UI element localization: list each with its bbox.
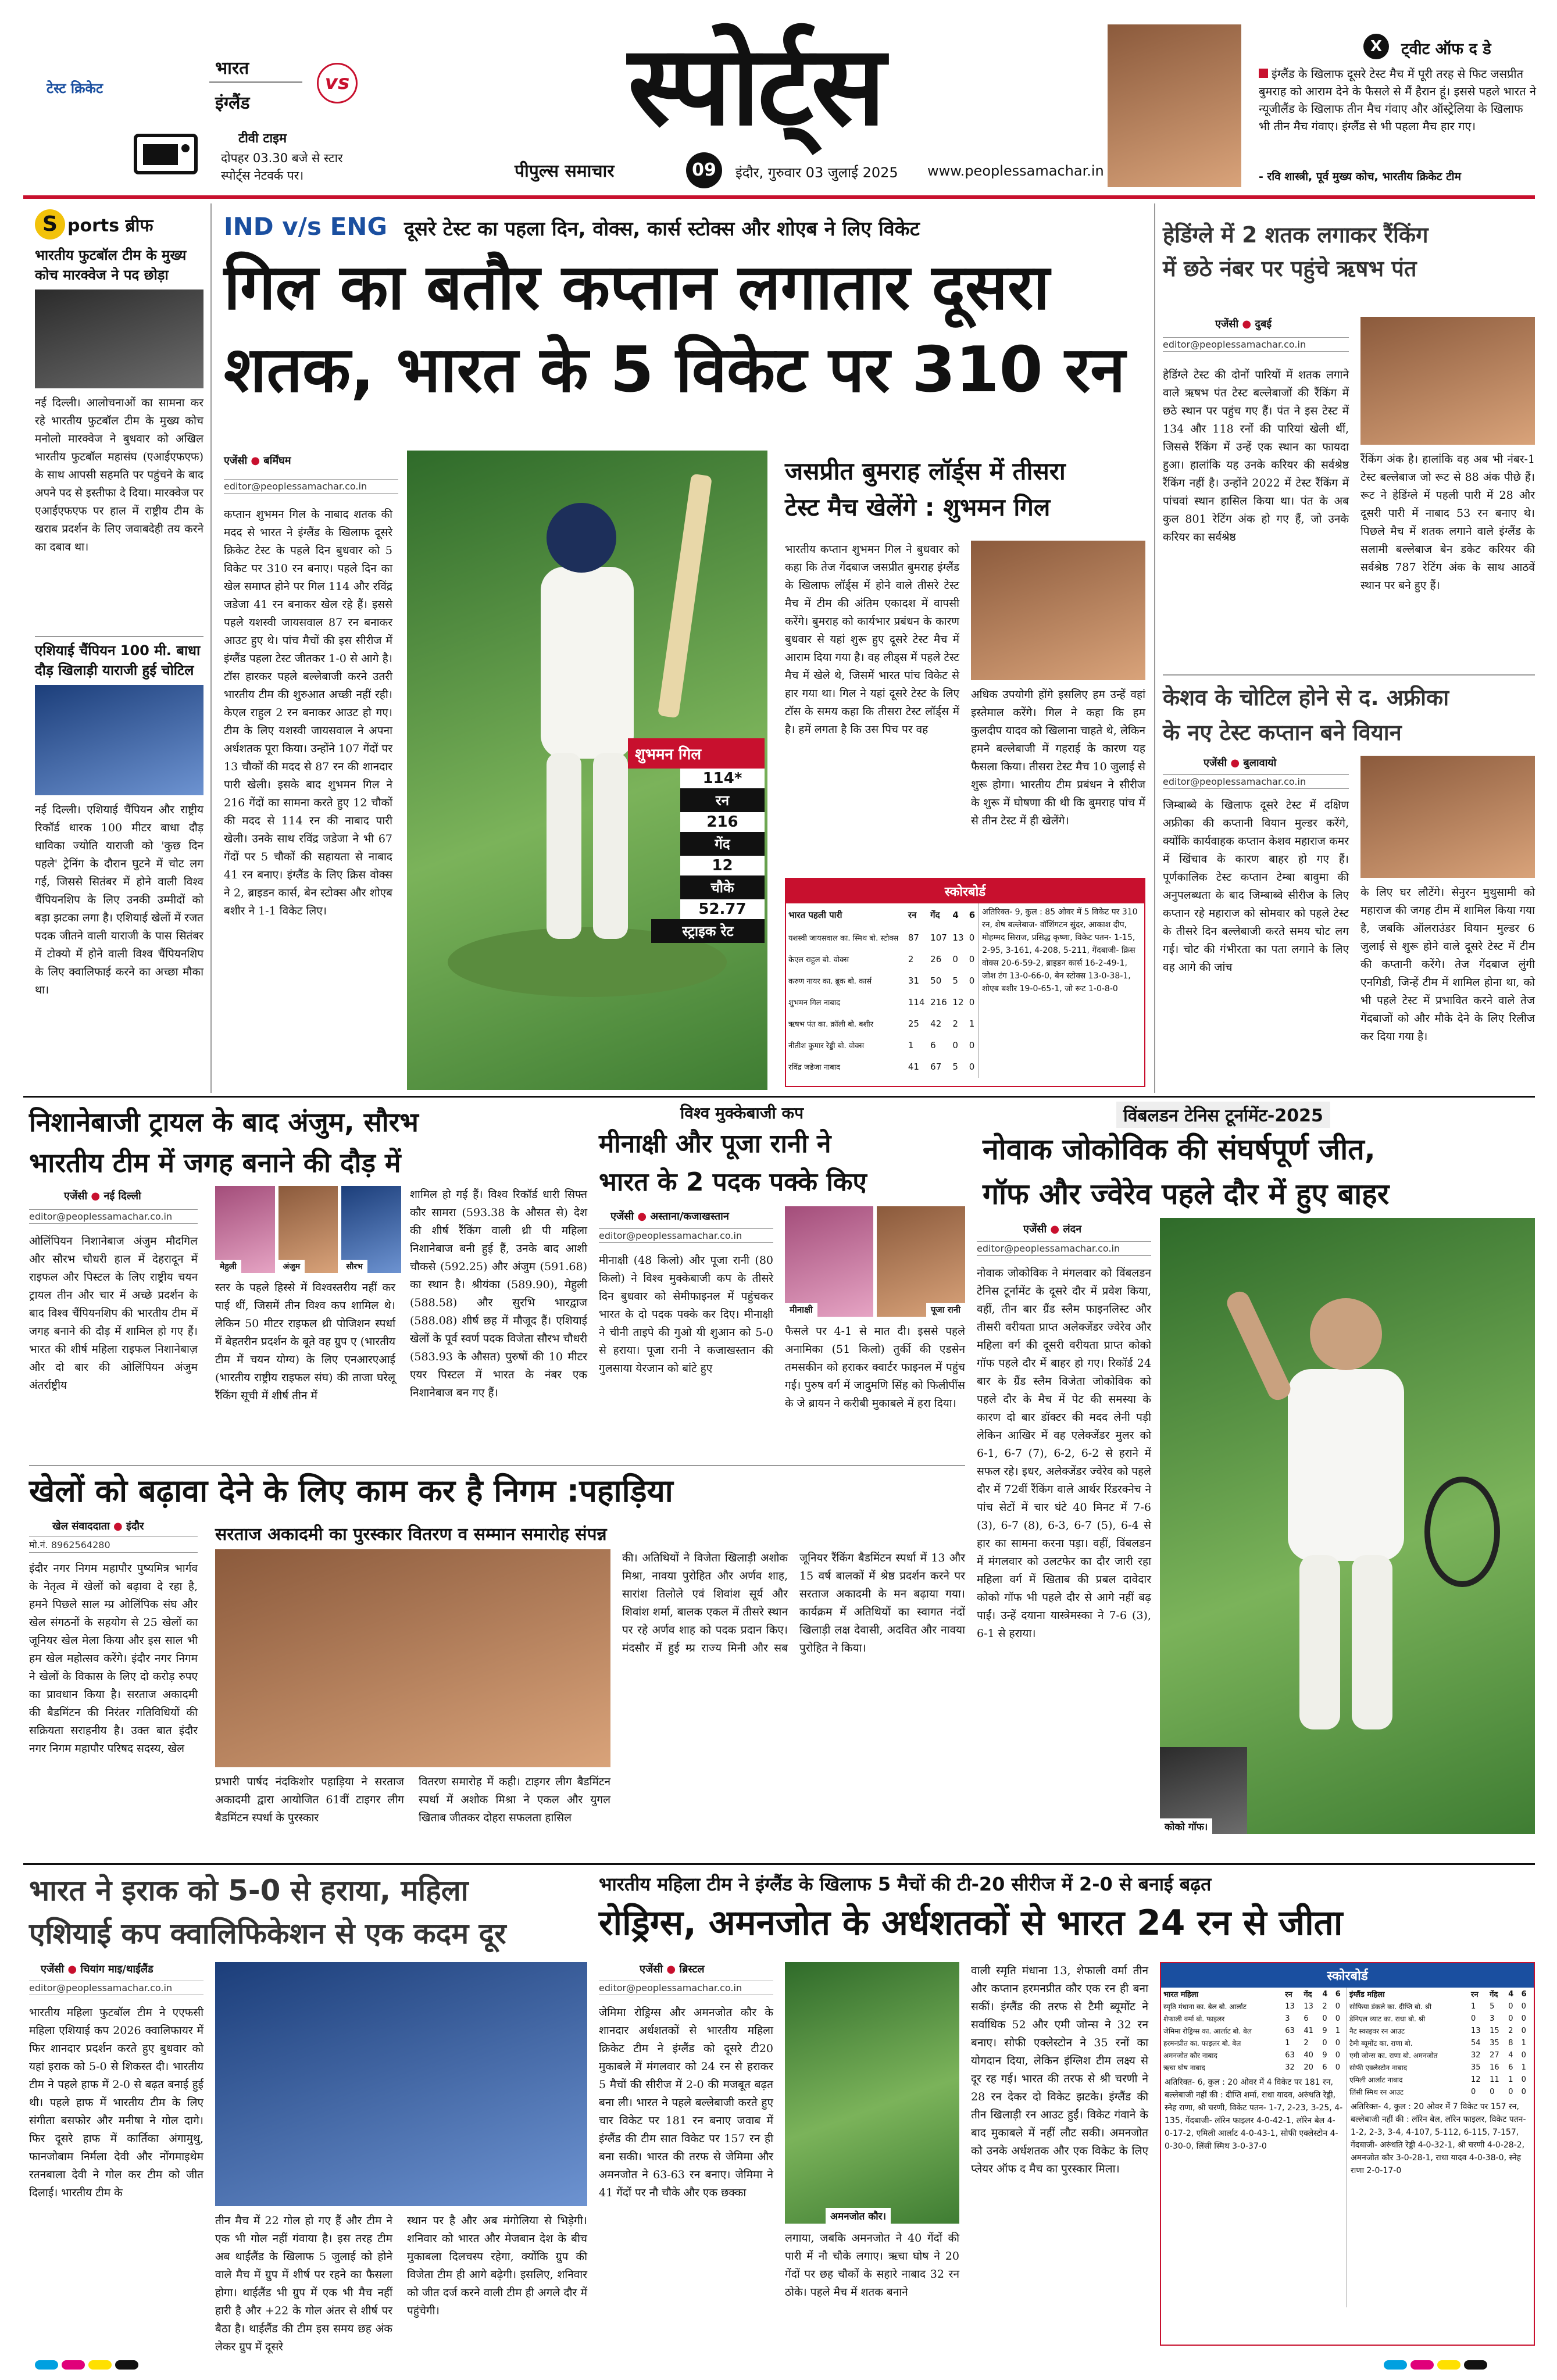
amanjot-photo [785,1962,959,2224]
table-row [1161,2000,1346,2013]
ravi-shastri-photo [1108,24,1241,187]
sc1-r4c3: 2 [952,1019,958,1030]
pant-text-2: रैंकिंग अंक है। हालांकि वह अब भी नंबर-1 टेस्ट बल्लेबाज जो रूट से 88 अंक पीछे हैं। रूट ने हेडिंग्ले में पहली पारी में 28 और दूसरी पारी में नाबाद 53 रन बनाए थे। पिछले मैच में शतक लगाने वाले इंग्लैंड के सलामी बल्लेबाज बेन डकेट करियर की सर्वश्रेष्ठ 787 रेटिंग अंक के साथ आठवें स्थान पर बने हुए हैं। [1360,453,1535,592]
table-row [786,949,978,970]
shooting-text-3: शामिल हो गई हैं। विश्व रिकॉर्ड धारी सिफ्त कौर सामरा (593.38 के औसत से) देश की शीर्ष रैंकिंग वाली थ्री पी महिला निशानेबाज बनी हुई हैं, उनके बाद आशी चौकसे (592.25) और अंजुम (591.68) का स्थान है। श्रीयंका (589.90), मेहुली (588.58) और सुरभि भारद्वाज (588.08) शीर्ष छह में मौजूद हैं। एशियाई खेलों के पूर्व स्वर्ण पदक विजेता सौरभ चौधरी (583.93 के औसत) पुरुषों की 10 मीटर एयर पिस्टल में भारत के नंबर एक निशानेबाज बन गए हैं। [410,1188,587,1399]
sc1-r5c4: 0 [969,1040,975,1051]
football-photo [215,1962,587,2206]
stat-runs-value: 114* [680,769,765,788]
stat-balls-label: गेंद [680,832,765,856]
table-row [786,1035,978,1056]
boxing-headline-1: मीनाक्षी और पूजा रानी ने [599,1129,831,1159]
djokovic-kicker: विंबलडन टेनिस टूर्नामेंट-2025 [1116,1102,1330,1128]
sc2r-r1c3: 0 [1508,2014,1513,2023]
scorecard2-title: स्कोरबोर्ड [1161,1963,1534,1988]
sc1-r0c1: 87 [908,932,919,943]
wc-email: editor@peoplessamachar.co.in [599,1981,773,1995]
sc2l-r1c1: 3 [1285,2014,1290,2023]
sc2l-r4c4: 0 [1335,2051,1340,2060]
football-agency: एजेंसी [41,1963,65,1975]
gill-text: कप्तान शुभमन गिल के नाबाद शतक की मदद से भारत ने इंग्लैंड के खिलाफ दूसरे क्रिकेट टेस्ट के पहले दिन बुधवार को 5 विकेट पर 310 रन बनाए। पहले दिन का खेल समाप्त होने पर गिल 114 और रविंद्र जडेजा 41 रन बनाकर खेल रहे हैं। इससे पहले यशस्वी जायसवाल 87 रन बनाकर आउट हुए थे। पांच मैचों की इस सीरीज में इंग्लैंड पहला टेस्ट जीतकर 1-0 से आगे है। टॉस हारकर पहले बल्लेबाजी करने उतरी भारतीय टीम की शुरुआत अच्छी नहीं रही। केएल राहुल 2 रन बनाकर आउट हो गए। टीम के लिए यशस्वी जायसवाल ने अपना अर्धशतक पूरा किया। उन्होंने 107 गेंदों पर 13 चौकों की मदद से 87 रन की शानदार पारी खेली। इसके बाद शुभमन गिल ने 216 गेंदों का सामना करते हुए 12 चौकों की मदद से 114 रन की नाबाद पारी खेली। उनके साथ रविंद्र जडेजा ने भी 67 गेंदों पर 5 चौकों की सहायता से नाबाद 41 रन बनाए। इंग्लैंड के लिए क्रिस वोक्स ने 2, ब्राइडन कार्स, बेन स्टोक्स और शोएब बशीर ने 1-1 विकेट लिए। [224,508,392,917]
shooting-text-2: स्तर के पहले हिस्से में विश्वस्तरीय नहीं कर पाई थीं, जिसमें तीन विश्व कप शामिल थे। लेकिन 50 मीटर राइफल थ्री पोजिशन स्पर्धा में बेहतरीन प्रदर्शन के बूते वह ग्रुप ए (भारतीय टीम में चयन योग्य) के लिए एनआरएआई (भारतीय राष्ट्रीय राइफल संघ) की ताजा घरेलू रैंकिंग सूची में शीर्ष तीन में [215,1281,395,1402]
sc2l-r4c0: अमनजोत कौर नाबाद [1163,2052,1217,2060]
sc1-r5c0: नीतीश कुमार रेड्डी बो. वोक्स [788,1042,865,1051]
sc1-r0c0: यशस्वी जायसवाल का. स्मिथ बो. स्टोक्स [788,934,899,943]
sc2l-r3c1: 1 [1285,2039,1290,2047]
pant-photo [1360,317,1535,445]
keshav-place: बुलावायो [1243,757,1277,769]
djokovic-place: लंदन [1063,1223,1082,1235]
sc2r-h4: 6 [1521,1989,1527,1999]
x-icon: X [1363,34,1389,59]
amanjot-caption: अमनजोत कौर। [826,2208,891,2224]
printer-color-bar-left [35,2360,142,2372]
sc1-r1c0: केएल राहुल बो. वोक्स [788,956,849,965]
mulder-photo [1360,756,1535,878]
sc2l-r0c3: 2 [1322,2002,1327,2011]
sc2r-r1c0: डेनिएल व्याट का. राधा बो. श्री [1349,2015,1426,2023]
photo-name-anjum: अंजुम [278,1260,305,1273]
scorecard-women [1160,1962,1535,2346]
table-row [786,970,978,992]
brief-badge: S [35,209,65,240]
table-row [786,927,978,948]
shooting-headline-2: भारतीय टीम में जगह बनाने की दौड़ में [29,1147,401,1178]
sc1-r4c4: 1 [969,1019,975,1030]
sc2r-r5c3: 6 [1508,2063,1513,2072]
sc1-r4c1: 25 [908,1019,919,1030]
pahadiya-text-1: इंदौर नगर निगम महापौर पुष्यमित्र भार्गव के नेतृत्व में खेलों को बढ़ावा दे रहा है, हमने पिछले साल म्प्र ओलिंपिक संघ और खेल संगठनों के सहयोग से 25 खेलों का जूनियर खेल मेला किया और इस साल भी हम खेल महोत्सव करेंगे। इंदौर नगर निगम ने खेलों के विकास के लिए दो करोड़ रुपए का प्रावधान किया है। सरताज अकादमी की बैडमिंटन की निरंतर गतिविधियों की सक्रियता सराहनीय है। उक्त बात इंदौर नगर निगम महापौर परिषद सदस्य, खेल [29,1562,198,1755]
sc1-r4c0: ऋषभ पंत का. क्रॉली बो. बशीर [788,1020,874,1030]
bumrah-story [785,453,1145,872]
sc2l-h3: 4 [1322,1989,1328,1999]
sc2r-r0c1: 1 [1471,2002,1476,2011]
sc2l-h4: 6 [1335,1989,1341,1999]
wc-text-2: लगाया, जबकि अमनजोत ने 40 गेंदों की पारी में नौ चौके लगाए। ऋचा घोष ने 20 गेंदों पर छह चौकों के सहारे नाबाद 32 रन ठोके। पहले मैच में शतक बनाने [785,2232,959,2299]
keshav-email: editor@peoplessamachar.co.in [1163,774,1349,789]
wc-headline: रोड्रिग्स, अमनजोत के अर्धशतकों से भारत 24 रन से जीता [599,1903,1343,1943]
pant-story: हेडिंग्ले में 2 शतक लगाकर रैंकिंग में छठे नंबर पर पहुंचे ऋषभ पंत एजेंसी ● दुबई editor@peoplessamachar.co.in हेडिंग्ले टेस्ट की दोनों पारियों में शतक लगाने वाले ऋषभ पंत टेस्ट बल्लेबाजों की रैंकिंग में छठे स्थान पर पहुंच गए हैं। पंत ने इस टेस्ट में 134 और 118 रनों की पारियां खेली थीं, जिससे रैंकिंग में उन्हें एक स्थान का फायदा हुआ। हालांकि यह उनके करियर की सर्वश्रेष्ठ रैंकिंग नहीं है। उन्होंने 2022 में टेस्ट रैंकिंग में पांचवां स्थान हासिल किया था। पंत के अब कुल 801 रेटिंग अंक हो गए हैं, जो उनके करियर का सर्वश्रेष्ठ रैंकिंग अंक है। हालांकि वह अब भी नंबर-1 टेस्ट बल्लेबाज जो रूट से 88 अंक पीछे हैं। रूट ने हेडिंग्ले में पहली पारी में 28 और दूसरी पारी में नाबाद 53 रन बनाए थे। पिछले मैच में शतक लगाने वाले इंग्लैंड के सलामी बल्लेबाज बेन डकेट करियर की सर्वश्रेष्ठ 787 रेटिंग अंक के साथ आठवें स्थान पर बने हुए हैं। [1163,218,1535,671]
tv-icon [134,134,198,174]
gill-headline-2: शतक, भारत के 5 विकेट पर 310 रन [224,334,1126,406]
sc1-r0c2: 107 [930,932,947,943]
pant-headline-1: हेडिंग्ले में 2 शतक लगाकर रैंकिंग [1163,222,1429,248]
sc2l-r3c4: 0 [1335,2039,1340,2047]
table-row [1161,2013,1346,2025]
sc2r-r3c2: 35 [1490,2039,1499,2047]
scorecard2-left-extras: अतिरिक्त- 6, कुल : 20 ओवर में 4 विकेट पर 181 रन, बल्लेबाजी नहीं की : दीप्ति शर्मा, राधा यादव, अरुंधति रेड्डी, स्नेह राणा, श्री चरणी, विकेट पतन- 1-7, 2-23, 3-25, 4-135, गेंदबाजी- लॉरेन फाइलर 4-0-42-1, लॉरेन बेल 4-0-17-2, एमिली आर्लाट 4-0-43-1, सोफी एक्लेस्टोन 4-0-30-0, लिंसी स्मिथ 3-0-37-0 [1165,2078,1343,2151]
sc2l-r0c1: 13 [1285,2002,1295,2011]
boxing-place: अस्ताना/कजाखस्तान [650,1210,729,1223]
sc1-r6c3: 5 [952,1062,958,1073]
team2-label: इंग्लैंड [215,93,250,113]
pahadiya-text-3: वितरण समारोह में कही। टाइगर लीग बैडमिंटन स्पर्धा में अशोक मिश्रा ने एकल और युगल खिताब जीतकर दोहरा सफलता हासिल [419,1775,610,1824]
boxing-headline-2: भारत के 2 पदक पक्के किए [599,1167,867,1197]
sc1-r6c2: 67 [930,1062,942,1073]
football-text-3: स्थान पर है और अब मंगोलिया से भिड़ेगी। शनिवार को भारत और मेजबान देश के बीच मुकाबला दिलचस्प रहेगा, क्योंकि ग्रुप की विजेता टीम ही आगे बढ़ेगी। इसलिए, शनिवार को जीत दर्ज करने वाली टीम ही अगले दौर में पहुंचेगी। [407,2214,587,2317]
sc2r-r4c4: 0 [1521,2051,1526,2060]
player-name: शुभमन गिल [628,738,765,769]
sc2r-r7c2: 0 [1490,2088,1495,2096]
tweet-author: - रवि शास्त्री, पूर्व मुख्य कोच, भारतीय क्रिकेट टीम [1259,170,1461,183]
scorecard2-right-table [1347,1988,1532,2098]
table-row [1347,2025,1532,2037]
sc2r-r3c0: टैमी ब्यूमोंट का. राणा बो. [1349,2039,1413,2047]
sc2r-r5c4: 1 [1521,2063,1526,2072]
sc2r-r5c0: सोफी एक्लेस्टोन नाबाद [1349,2064,1408,2072]
sc2r-r0c2: 5 [1490,2002,1495,2011]
stat-sr-value: 52.77 [680,899,765,919]
shooting-email: editor@peoplessamachar.co.in [29,1209,198,1224]
sc2l-r5c0: ऋचा घोष नाबाद [1163,2064,1205,2072]
tv-line1: दोपहर 03.30 बजे से स्टार [221,151,343,165]
gill-email: editor@peoplessamachar.co.in [224,479,398,494]
football-headline-1: भारत ने इराक को 5-0 से हराया, महिला [29,1874,469,1907]
boxing-story: विश्व मुक्केबाजी कप मीनाक्षी और पूजा रानी ने भारत के 2 पदक पक्के किए एजेंसी ● अस्ताना/कजाखस्तान editor@peoplessamachar.co.in मीनाक्षी (48 किलो) और पूजा रानी (80 किलो) ने विश्व मुक्केबाजी कप के तीसरे दिन बुधवार को सेमीफाइनल में पहुंचकर भारत के दो पदक पक्के कर दिए। मीनाक्षी ने चीनी ताइपे की गुओ यी शुआन को 5-0 से हराया। पूजा रानी ने कजाखस्तान की गुलसाया येरजान को बांटे हुए मीनाक्षी पूजा रानी फैसले पर 4-1 से मात दी। इससे पहले अनामिका (51 किलो) तुर्की की एडसेन तमसकीन को हराकर क्वार्टर फाइनल में पहुंच गई। पुरुष वर्ग में जादुमणि सिंह को फिलीपींस के जे ब्रायन ने करीबी मुकाबले में हरा दिया। [599,1102,965,1462]
sc2l-r2c4: 1 [1335,2027,1340,2035]
page-number: 09 [686,152,722,188]
scorecard2-right-extras: अतिरिक्त- 4, कुल : 20 ओवर में 7 विकेट पर 157 रन, बल्लेबाजी नहीं की : लॉरेन बेल, लॉरेन फाइलर, विकेट पतन- 1-2, 2-3, 3-4, 4-107, 5-112, 6-115, 7-157, गेंदबाजी- अरुंधति रेड्डी 4-0-32-1, श्री चरणी 4-0-28-2, अमनजोत कौर 3-0-28-1, राधा यादव 4-0-38-0, स्नेह राणा 2-0-17-0 [1351,2102,1526,2175]
sc2r-h2: गेंद [1490,1991,1498,1999]
sc2r-r3c3: 8 [1508,2039,1513,2047]
photo-name-meenakshi: मीनाक्षी [785,1303,817,1317]
sc1-r3c3: 12 [952,997,964,1008]
vs-badge: vs [317,63,358,103]
sc1-r3c1: 114 [908,997,925,1008]
table-row [1347,2086,1532,2098]
pant-text-1: हेडिंग्ले टेस्ट की दोनों पारियों में शतक लगाने वाले ऋषभ पंत टेस्ट बल्लेबाजों की रैंकिंग में छठे स्थान पर पहुंच गए हैं। पंत ने इस टेस्ट में 134 और 118 रनों की पारियां खेली थीं, जिससे रैंकिंग में उन्हें एक स्थान का फायदा हुआ। हालांकि यह उनके करियर की सर्वश्रेष्ठ रैंकिंग नहीं है। उन्होंने 2022 में टेस्ट रैंकिंग में पांचवां स्थान हासिल किया था। पंत के अब कुल 801 रेटिंग अंक हो गए हैं, जो उनके करियर का सर्वश्रेष्ठ [1163,369,1349,544]
sc1-r6c1: 41 [908,1062,919,1073]
sc2r-r7c1: 0 [1471,2088,1476,2096]
sc2r-r4c2: 27 [1490,2051,1499,2060]
sc2l-r5c2: 20 [1304,2063,1313,2072]
sc2l-r2c2: 41 [1304,2027,1313,2035]
bumrah-text-1: भारतीय कप्तान शुभमन गिल ने बुधवार को कहा कि तेज गेंदबाज जसप्रीत बुमराह इंग्लैंड के खिलाफ लॉर्ड्स में होने वाले तीसरे टेस्ट मैच में टीम की अंतिम एकादश में वापसी करेंगे। बुमराह को कार्यभार प्रबंधन के कारण बुधवार से यहां शुरू हुए दूसरे टेस्ट मैच में आराम दिया गया है। वह लीड्स में पहले टेस्ट मैच में खेले थे, जिसमें भारत पांच विकेट से हार गया था। गिल ने यहां दूसरे टेस्ट के लिए टॉस के समय कहा कि तीसरा टेस्ट लॉर्ड्स में है। हमें लगता है कि उस पिच पर वह [785,543,959,736]
photo-name-pooja: पूजा रानी [926,1303,965,1317]
gill-byline: एजेंसी ● बर्मिंघम editor@peoplessamachar.co.in [224,453,398,494]
table-row [786,992,978,1013]
sc1-r2c0: करुण नायर का. ब्रूक बो. कार्स [788,977,872,987]
sc2r-r4c1: 32 [1471,2051,1481,2060]
sc2r-r3c4: 1 [1521,2039,1526,2047]
tweet-label: ट्वीट ऑफ द डे [1401,40,1491,58]
sc2l-r4c2: 40 [1304,2051,1313,2060]
gauff-caption: कोको गॉफ। [1160,1818,1212,1834]
stat-runs-label: रन [680,788,765,812]
sc2r-r4c0: एमी जोन्स का. राणा बो. अमनजोत [1349,2052,1438,2060]
keshav-text-2: के लिए घर लौटेंगे। सेनुरन मुथुसामी को महाराज की जगह टीम में शामिल किया गया है, जबकि ऑलराउंडर वियान मुल्डर 6 जुलाई से शुरू होने वाले दूसरे टेस्ट में टीम की कप्तानी करेंगे। तेज गेंदबाज लुंगी एनगिडी, जिन्हें टीम में शामिल होना था, को भी पहले टेस्ट में प्रभावित करने वाले तेज गेंदबाजों को और मौके देने के लिए रिलीज कर दिया गया है। [1360,886,1535,1043]
bumrah-headline-2: टेस्ट मैच खेलेंगे : शुभमन गिल [785,493,1051,521]
sc2r-h3: 4 [1508,1989,1514,1999]
table-row [1347,2074,1532,2086]
sc2l-r0c4: 0 [1335,2002,1340,2011]
sc2l-r2c0: जेमिमा रोड्रिग्स का. आर्लाट बो. बेल [1163,2027,1252,2035]
stat-balls-value: 216 [680,812,765,832]
sc1-r6c0: रविंद्र जडेजा नाबाद [788,1063,840,1073]
sc2l-r3c0: हरमनप्रीत का. फाइलर बो. बेल [1163,2039,1241,2047]
wc-agency: एजेंसी [640,1963,663,1975]
table-row [1347,2000,1532,2013]
sc2r-r5c2: 16 [1490,2063,1499,2072]
brief-text-2: नई दिल्ली। एशियाई चैंपियन और राष्ट्रीय रिकॉर्ड धारक 100 मीटर बाधा दौड़ धाविका ज्योति याराजी को 'कुछ दिन पहले' ट्रेनिंग के दौरान घुटने में चोट लग गई, जिससे सितंबर में होने वाली विश्व चैंपियनशिप के लिए उनकी उम्मीदों को बड़ा झटका लगा है। एशियाई खेलों में रजत पदक जीतने वाली याराजी के पास सितंबर में टोक्यो में होने वाली विश्व चैंपियनशिप के लिए क्वालिफाई करने का अच्छा मौका था। [35,803,203,996]
pant-place: दुबई [1255,318,1272,330]
djokovic-figure [1160,1218,1535,1834]
tv-line2: स्पोर्ट्स नेटवर्क पर। [221,169,304,183]
sc1-r3c2: 216 [930,997,947,1008]
photo-name-saurabh: सौरभ [341,1260,367,1273]
pahadiya-kicker: सरताज अकादमी का पुरस्कार वितरण व सम्मान समारोह संपन्न [215,1524,607,1545]
shooting-headline-1: निशानेबाजी ट्रायल के बाद अंजुम, सौरभ [29,1106,419,1138]
bumrah-headline-1: जसप्रीत बुमराह लॉर्ड्स में तीसरा [785,457,1066,485]
masthead [0,0,1557,192]
sc2l-r1c0: शेफाली वर्मा बो. फाइलर [1163,2015,1225,2023]
sc1-r2c3: 5 [952,975,958,987]
table-row [1161,2037,1346,2049]
sc1-r1c1: 2 [908,954,914,965]
sc2r-r0c0: सोफिया डंकले का. दीप्ति बो. श्री [1349,2003,1432,2011]
pahadiya-headline: खेलों को बढ़ावा देने के लिए काम कर है निगम :पहाड़िया [29,1473,673,1509]
wc-place: ब्रिस्टल [679,1963,705,1975]
ind-eng-tag: IND v/s ENG [224,212,387,241]
scorecard1-table [786,903,978,1078]
scorecard1-extras: अतिरिक्त- 9, कुल : 85 ओवर में 5 विकेट पर 310 रन, शेष बल्लेबाज- वॉशिंगटन सुंदर, आकाश दीप, मोहम्मद सिराज, प्रसिद्ध कृष्णा, विकेट पतन- 1-15, 2-95, 3-161, 4-208, 5-211, गेंदबाजी- क्रिस वोक्स 20-6-59-2, ब्राइडन कार्स 16-2-49-1, जोश टंग 13-0-66-0, बेन स्टोक्स 13-0-38-1, शोएब बशीर 19-0-65-1, जो रूट 1-0-8-0 [978,903,1144,1078]
pahadiya-agency: खेल संवाददाता [52,1520,110,1532]
djokovic-agency: एजेंसी [1023,1223,1047,1235]
sc1-h3: 4 [952,910,959,921]
sartaj-award-photo [215,1549,610,1767]
sc2r-r6c0: एमिली आर्लाट नाबाद [1349,2076,1403,2084]
sc1-r5c2: 6 [930,1040,936,1051]
printer-color-bar-right [1384,2360,1491,2372]
sc2r-r7c3: 0 [1508,2088,1513,2096]
sc2l-r2c3: 9 [1322,2027,1327,2035]
pahadiya-text-4: की। अतिथियों ने विजेता खिलाड़ी अशोक मिश्रा, नावया पुरोहित और अर्णव शाह, सारांश तिलोले एवं शिवांश सूर्य और शिवांश शर्मा, बालक एकल में तीसरे स्थान पर रहे अर्णव शाह को पदक प्रदान किए। मंदसौर में हुई म्प्र राज्य मिनी और सब जूनियर रैंकिंग बैडमिंटन स्पर्धा में 13 और 15 वर्ष बालकों में श्रेष्ठ प्रदर्शन करने पर सरताज अकादमी के मन बढ़ाया गया। कार्यक्रम में अतिथियों का स्वागत नंदों खिलाड़ी लक्ष देवासी, अदवित और नावया पुरोहित ने किया। [622,1552,965,1654]
sc1-r5c3: 0 [952,1040,958,1051]
team1-label: भारत [215,58,249,78]
sc1-r3c4: 0 [969,997,975,1008]
stat-fours-value: 12 [680,856,765,875]
sc2r-r2c0: नैट स्काइवर रन आउट [1349,2027,1405,2035]
table-row [1347,2049,1532,2061]
shooting-text-1: ओलिंपियन निशानेबाज अंजुम मौदगिल और सौरभ चौधरी हाल में देहरादून में राइफल और पिस्टल के लिए राष्ट्रीय चयन ट्रायल तीन और चार में अच्छे प्रदर्शन के बाद विश्व चैंपियनशिप की भारतीय टीम में जगह बनाने की दौड़ में शामिल हो गए हैं। भारत की शीर्ष महिला राइफल निशानेबाज़ और दो बार की ओलिंपियन अंजुम अंतर्राष्ट्रीय [29,1235,198,1392]
table-row [1161,2049,1346,2061]
website-link[interactable]: www.peoplessamachar.in [927,163,1104,179]
sc2r-h0: इंग्लैंड महिला [1349,1991,1385,1999]
scorecard1-title: स्कोरबोर्ड [786,879,1144,903]
sc2r-r6c1: 12 [1471,2075,1481,2084]
sc2l-r2c1: 63 [1285,2027,1295,2035]
football-text-2: तीन मैच में 22 गोल हो गए हैं और टीम ने एक भी गोल नहीं गंवाया है। इस तरह टीम अब थाईलैंड के खिलाफ 5 जुलाई को होने वाले मैच में ग्रुप में शीर्ष पर रहने का फैसला होगा। थाईलैंड भी ग्रुप में एक भी मैच नहीं हारी है और +22 के गोल अंतर से शीर्ष पर बैठा है। थाईलैंड की टीम इस समय छह अंक लेकर ग्रुप में दूसरे [215,2214,392,2353]
sc1-r1c4: 0 [969,954,975,965]
sc2l-r1c4: 0 [1335,2014,1340,2023]
gill-kicker: दूसरे टेस्ट का पहला दिन, वोक्स, कार्स स्टोक्स और शोएब ने लिए विकेट [404,217,920,241]
brief-title: ports ब्रीफ [67,215,153,236]
table-row [1347,2013,1532,2025]
djokovic-email: editor@peoplessamachar.co.in [977,1241,1151,1256]
sc2r-r6c2: 11 [1490,2075,1499,2084]
pant-headline-2: में छठे नंबर पर पहुंचे ऋषभ पंत [1163,256,1417,281]
paper-name: पीपुल्स समाचार [515,161,615,181]
sc2l-h2: गेंद [1304,1991,1312,1999]
bumrah-photo [971,541,1145,680]
keshav-story: केशव के चोटिल होने से द. अफ्रीका के नए टेस्ट कप्तान बने वियान एजेंसी ● बुलावायो editor@peoplessamachar.co.in जिम्बाब्वे के खिलाफ दूसरे टेस्ट में दक्षिण अफ्रीका की कप्तानी वियान मुल्डर करेंगे, क्योंकि कार्यवाहक कप्तान केशव महाराज कमर में खिंचाव के कारण बाहर हो गए हैं। पूर्णकालिक टेस्ट कप्तान टेम्बा बावुमा की अनुपलब्धता के बाद जिम्बाब्वे सीरीज के लिए कप्तान रहे महाराज को सोमवार को पहले टेस्ट के तीसरे दिन बल्लेबाजी करते समय चोट लग गई। चोट की गंभीरता का पता लगाने के लिए वह आगे की जांच के लिए घर लौटेंगे। सेनुरन मुथुसामी को महाराज की जगह टीम में शामिल किया गया है, जबकि ऑलराउंडर वियान मुल्डर 6 जुलाई से शुरू होने वाले दूसरे टेस्ट में टीम की कप्तानी करेंगे। तेज गेंदबाज लुंगी एनगिडी, जिन्हें टीम में शामिल होना था, को भी पहले टेस्ट में प्रभावित करने वाले तेज गेंदबाजों को और मौके देने के लिए रिलीज कर दिया गया है। [1163,680,1535,1093]
table-row [1161,2025,1346,2037]
sc2l-h0: भारत महिला [1163,1991,1198,1999]
wc-text-1: जेमिमा रोड्रिग्स और अमनजोत कौर के शानदार अर्धशतकों से भारतीय महिला क्रिकेट टीम ने इंग्लैंड को दूसरे टी20 मुकाबले में मंगलवार को 24 रन से हराकर 5 मैचों की सीरीज में 2-0 की मजबूत बढ़त बना ली। भारत ने पहले बल्लेबाजी करते हुए चार विकेट पर 181 रन बनाए जवाब में इंग्लैंड की टीम सात विकेट पर 157 रन ही बना सकी। भारत की तरफ से जेमिमा और अमनजोत ने 63-63 रन बनाए। जेमिमा ने 41 गेंदों पर नौ चौके और एक छक्का [599,2006,773,2199]
sc2r-r2c4: 0 [1521,2027,1526,2035]
table-row [1347,2061,1532,2074]
sc1-r3c0: शुभमन गिल नाबाद [788,999,841,1008]
sc1-h2: गेंद [930,910,940,921]
sc2r-r2c2: 15 [1490,2027,1499,2035]
yaraji-photo [35,685,203,795]
football-story: भारत ने इराक को 5-0 से हराया, महिला एशियाई कप क्वालिफिकेशन से एक कदम दूर एजेंसी ● चियांग माइ/थाईलैंड editor@peoplessamachar.co.in भारतीय महिला फुटबॉल टीम ने एएफसी महिला एशियाई कप 2026 क्वालिफायर में फिर शानदार प्रदर्शन करते हुए बुधवार को यहां इराक को 5-0 से शिकस्त दी। भारतीय टीम ने पहले हाफ में 2-0 से बढ़त बनाई हुई थी। पहले हाफ में भारतीय टीम के लिए संगीता बसफोर और मनीषा ने गोल दागे। फिर दूसरे हाफ में कार्तिका अंगामुथु, फानजोबाम निर्मला देवी और नोंगमाइथेम रतनबाला देवी ने गोल कर टीम को जीत दिलाई। भारतीय टीम के तीन मैच में 22 गोल हो गए हैं और टीम ने एक भी गोल नहीं गंवाया है। इस तरह टीम अब थाईलैंड के खिलाफ 5 जुलाई को होने वाले मैच में ग्रुप में शीर्ष पर रहने का फैसला होगा। थाईलैंड भी ग्रुप में एक भी मैच नहीं हारी है और +22 के गोल अंतर से शीर्ष पर बैठा है। थाईलैंड की टीम इस समय छह अंक लेकर ग्रुप में दूसरे स्थान पर है और अब मंगोलिया से भिड़ेगी। शनिवार को भारत और मेजबान देश के बीच मुकाबला दिलचस्प रहेगा, क्योंकि ग्रुप की विजेता टीम ही आगे बढ़ेगी। इसलिए, शनिवार को जीत दर्ज करने वाली टीम ही अगले दौर में पहुंचेगी। [29,1869,587,2346]
sc1-r1c2: 26 [930,954,942,965]
sc2r-h1: रन [1471,1991,1479,1999]
sc1-r5c1: 1 [908,1040,914,1051]
sc2r-r1c1: 0 [1471,2014,1476,2023]
sc2r-r0c4: 0 [1521,2002,1526,2011]
sc1-r2c2: 50 [930,975,942,987]
pant-email: editor@peoplessamachar.co.in [1163,337,1349,352]
sc2l-r4c1: 63 [1285,2051,1295,2060]
bumrah-text-2: अधिक उपयोगी होंगे इसलिए हम उन्हें वहां इस्तेमाल करेंगे। गिल ने कहा कि हम कुलदीप यादव को खिलाना चाहते थे, लेकिन हमने बल्लेबाजी में गहराई के कारण यह फैसला किया। तीसरा टेस्ट मैच 10 जुलाई से शुरू होगा। भारतीय टीम प्रबंधन ने सीरीज के शुरू में घोषणा की थी कि बुमराह पांच में से तीन टेस्ट में ही खेलेंगे। [971,688,1145,827]
sc2l-r5c3: 6 [1322,2063,1327,2072]
sc1-r2c1: 31 [908,975,919,987]
sc1-h0: भारत पहली पारी [788,910,842,921]
boxing-text-1: मीनाक्षी (48 किलो) और पूजा रानी (80 किलो) ने विश्व मुक्केबाजी कप के तीसरे दिन बुधवार को सेमीफाइनल में पहुंचकर भारत के दो पदक पक्के कर दिए। मीनाक्षी ने चीनी ताइपे की गुओ यी शुआन को 5-0 से हराया। पूजा रानी ने कजाखस्तान की गुलसाया येरजान को बांटे हुए [599,1254,773,1375]
djokovic-headline-1: नोवाक जोकोविक की संघर्षपूर्ण जीत, [983,1132,1376,1166]
gill-place: बर्मिंघम [263,455,291,467]
keshav-headline-2: के नए टेस्ट कप्तान बने वियान [1163,720,1402,745]
sc2l-r3c3: 0 [1322,2039,1327,2047]
sc2r-r7c4: 0 [1521,2088,1526,2096]
photo-name-mehuli: मेहुली [215,1260,241,1273]
wc-text-3: वाली स्मृति मंधाना 13, शेफाली वर्मा तीन और कप्तान हरमनप्रीत कौर एक रन ही बना सकीं। इंग्लैंड की तरफ से टैमी ब्यूमोंट ने सर्वाधिक 52 और एमी जोन्स ने 32 रन बनाए। सोफी एक्लेस्टोन ने 35 रनों का योगदान दिया, लेकिन इंग्लिश टीम लक्ष्य से दूर रह गई। भारत की तरफ से श्री चरणी ने 28 रन देकर दो विकेट झटके। इंग्लैंड की तीन खिलाड़ी रन आउट हुईं। विकेट गंवाने के बाद मुकाबले में नहीं लौट सकी। अमनजोत को उनके अर्धशतक और एक विकेट के लिए प्लेयर ऑफ द मैच का पुरस्कार मिला। [971,1964,1148,2175]
pahadiya-mobile: मो.नं. 8962564280 [29,1536,198,1553]
wc-kicker: भारतीय महिला टीम ने इंग्लैंड के खिलाफ 5 मैचों की टी-20 सीरीज में 2-0 से बनाई बढ़त [599,1873,1212,1895]
gill-stats-box [628,738,765,943]
pahadiya-place: इंदौर [126,1520,144,1532]
sc2l-r0c2: 13 [1304,2002,1313,2011]
sc1-r4c2: 42 [930,1019,942,1030]
djokovic-story: विंबलडन टेनिस टूर्नामेंट-2025 नोवाक जोकोविक की संघर्षपूर्ण जीत, गॉफ और ज्वेरेव पहले दौर में हुए बाहर एजेंसी ● लंदन editor@peoplessamachar.co.in नोवाक जोकोविक ने मंगलवार को विंबलडन टेनिस टूर्नामेंट के दूसरे दौर में प्रवेश किया, वहीं, तीन बार ग्रैंड स्लैम फाइनलिस्ट और तीसरी वरीयता प्राप्त अलेक्जेंडर ज्वेरेव और महिला वर्ग की दूसरी वरीयता प्राप्त कोको गॉफ पहले दौर में बाहर हो गए। रिकॉर्ड 24 बार के ग्रैंड स्लैम विजेता जोकोविक को पहले दौर के मैच में पेट की समस्या के कारण दो बार डॉक्टर की मदद लेनी पड़ी लेकिन आखिर में वह एलेक्जेंडर मुलर को 6-1, 6-7 (7), 6-2, 6-2 से हराने में सफल रहे। इधर, अलेक्जेंडर ज्वेरेव को पहले दौर में 72वीं रैंकिंग वाले आर्थर रिंडरक्नेच ने पांच सेटों में चार घंटे 40 मिनट में 7-6 (3), 6-7 (8), 6-3, 6-7 (5), 6-4 से हार का सामना करना पड़ा। वहीं, विंबलडन में मंगलवार को उलटफेर का दौर जारी रहा महिला वर्ग में खिताब की प्रबल दावेदार कोको गॉफ भी पहले दौर से आगे नहीं बढ़ पाईं। उन्हें दयाना यास्त्रेमस्का ने 7-6 (3), 6-1 से हराया। कोको गॉफ। [977,1102,1535,1857]
sc2l-r3c2: 2 [1304,2039,1309,2047]
keshav-agency: एजेंसी [1204,757,1227,769]
brief-headline-1: भारतीय फुटबॉल टीम के मुख्य कोच मारक्वेज ने पद छोड़ा [35,247,187,283]
scorecard2-left-table [1161,1988,1346,2074]
marquez-photo [35,290,203,388]
sports-brief [35,209,203,1093]
tweet-text [1259,65,1538,135]
stat-fours-label: चौके [680,875,765,899]
sc1-r0c3: 13 [952,932,964,943]
sc1-r1c3: 0 [952,954,958,965]
boxers-photos [785,1206,965,1317]
sc2l-r5c4: 0 [1335,2063,1340,2072]
djokovic-text: नोवाक जोकोविक ने मंगलवार को विंबलडन टेनिस टूर्नामेंट के दूसरे दौर में प्रवेश किया, वहीं, तीन बार ग्रैंड स्लैम फाइनलिस्ट और तीसरी वरीयता प्राप्त अलेक्जेंडर ज्वेरेव और महिला वर्ग की दूसरी वरीयता प्राप्त कोको गॉफ पहले दौर में बाहर हो गए। रिकॉर्ड 24 बार के ग्रैंड स्लैम विजेता जोकोविक को पहले दौर के मैच में पेट की समस्या के कारण दो बार डॉक्टर की मदद लेनी पड़ी लेकिन आखिर में वह एलेक्जेंडर मुलर को 6-1, 6-7 (7), 6-2, 6-2 से हराने में सफल रहे। इधर, अलेक्जेंडर ज्वेरेव को पहले दौर में 72वीं रैंकिंग वाले आर्थर रिंडरक्नेच ने पांच सेटों में चार घंटे 40 मिनट में 7-6 (3), 6-7 (8), 6-3, 6-7 (5), 6-4 से हार का सामना करना पड़ा। वहीं, विंबलडन में मंगलवार को उलटफेर का दौर जारी रहा महिला वर्ग में खिताब की प्रबल दावेदार कोको गॉफ भी पहले दौर से आगे नहीं बढ़ पाईं। उन्हें दयाना यास्त्रेमस्का ने 7-6 (3), 6-1 से हराया। [977,1267,1151,1640]
gill-headline-1: गिल का बतौर कप्तान लगातार दूसरा [224,251,1050,324]
keshav-headline-1: केशव के चोटिल होने से द. अफ्रीका [1163,685,1449,710]
sc1-h1: रन [908,910,917,921]
sc2r-r0c3: 0 [1508,2002,1513,2011]
shooting-agency: एजेंसी [64,1190,88,1202]
sc2l-r1c2: 6 [1304,2014,1309,2023]
shooting-place: नई दिल्ली [103,1190,141,1202]
sc2r-r2c3: 2 [1508,2027,1513,2035]
sc2r-r1c4: 0 [1521,2014,1526,2023]
football-headline-2: एशियाई कप क्वालिफिकेशन से एक कदम दूर [29,1917,506,1950]
scorecard-india-innings [785,878,1145,1087]
stat-sr-label: स्ट्राइक रेट [651,919,765,943]
djokovic-photo [1160,1218,1535,1834]
sc1-r0c4: 0 [969,932,975,943]
sc2r-r3c1: 54 [1471,2039,1481,2047]
sc2r-r5c1: 35 [1471,2063,1481,2072]
pant-agency: एजेंसी [1215,318,1239,330]
sc2l-r4c3: 9 [1322,2051,1327,2060]
dateline: इंदौर, गुरुवार 03 जुलाई 2025 [735,165,898,181]
sc2l-r5c1: 32 [1285,2063,1295,2072]
sc2l-r0c0: स्मृति मंधाना का. बेल बो. आर्लाट [1163,2003,1247,2011]
keshav-text-1: जिम्बाब्वे के खिलाफ दूसरे टेस्ट में दक्षिण अफ्रीका की कप्तानी वियान मुल्डर करेंगे, क्योंकि कार्यवाहक कप्तान केशव महाराज कमर में खिंचाव के कारण बाहर हो गए हैं। पूर्णकालिक टेस्ट कप्तान टेम्बा बावुमा की अनुपलब्धता के बाद जिम्बाब्वे सीरीज के लिए कप्तान रहे महाराज को सोमवार को पहले टेस्ट के तीसरे दिन बल्लेबाजी करते समय चोट लग गई। चोट की गंभीरता का पता लगाने के लिए वह आगे की जांच [1163,799,1349,974]
boxing-email: editor@peoplessamachar.co.in [599,1228,773,1243]
boxing-agency: एजेंसी [610,1210,634,1223]
paper-title: स्पोर्ट्स [628,22,884,150]
brief-headline-2: एशियाई चैंपियन 100 मी. बाधा दौड़ खिलाड़ी याराजी हुई चोटिल [35,642,201,678]
boxing-kicker: विश्व मुक्केबाजी कप [680,1103,804,1123]
football-text-1: भारतीय महिला फुटबॉल टीम ने एएफसी महिला एशियाई कप 2026 क्वालिफायर में फिर शानदार प्रदर्शन करते हुए बुधवार को यहां इराक को 5-0 से शिकस्त दी। भारतीय टीम ने पहले हाफ में 2-0 से बढ़त बनाई हुई थी। पहले हाफ में भारतीय टीम के लिए संगीता बसफोर और मनीषा ने गोल दागे। फिर दूसरे हाफ में कार्तिका अंगामुथु, फानजोबाम निर्मला देवी और नोंगमाइथेम रतनबाला देवी ने गोल कर टीम को जीत दिलाई। भारतीय टीम के [29,2006,203,2199]
test-cricket-label: टेस्ट क्रिकेट [47,80,103,97]
shooting-story: निशानेबाजी ट्रायल के बाद अंजुम, सौरभ भारतीय टीम में जगह बनाने की दौड़ में एजेंसी ● नई दिल्ली editor@peoplessamachar.co.in ओलिंपियन निशानेबाज अंजुम मौदगिल और सौरभ चौधरी हाल में देहरादून में राइफल और पिस्टल के लिए राष्ट्रीय चयन ट्रायल तीन और चार में अच्छे प्रदर्शन के बाद विश्व चैंपियनशिप की भारतीय टीम में जगह बनाने की दौड़ में शामिल हो गए हैं। भारत की शीर्ष महिला राइफल निशानेबाज़ और दो बार की ओलिंपियन अंजुम अंतर्राष्ट्रीय मेहुली अंजुम सौरभ स्तर के पहले हिस्से में विश्वस्तरीय नहीं कर पाई थीं, जिसमें तीन विश्व कप शामिल थे। लेकिन 50 मीटर राइफल थ्री पोजिशन स्पर्धा में बेहतरीन प्रदर्शन के बूते वह ग्रुप ए (भारतीय टीम में चयन योग्य) के लिए एनआरएआई (भारतीय राष्ट्रीय राइफल संघ) की ताजा घरेलू रैंकिंग सूची में शीर्ष तीन में शामिल हो गई हैं। विश्व रिकॉर्ड धारी सिफ्त कौर सामरा (593.38 के औसत से) देश की शीर्ष रैंकिंग वाली थ्री पी महिला निशानेबाज बनी हुई हैं, उनके बाद आशी चौकसे (592.25) और अंजुम (591.68) का स्थान है। श्रीयंका (589.90), मेहुली (588.58) और सुरभि भारद्वाज (588.08) शीर्ष छह में मौजूद हैं। एशियाई खेलों के पूर्व स्वर्ण पदक विजेता सौरभ चौधरी (583.93 के औसत) पुरुषों की 10 मीटर एयर पिस्टल में भारत के नंबर एक निशानेबाज बन गए हैं। [29,1102,587,1462]
sc1-h4: 6 [969,910,976,921]
sc2r-r6c3: 1 [1508,2075,1513,2084]
sc1-r6c4: 0 [969,1062,975,1073]
tweet-body: इंग्लैंड के खिलाफ दूसरे टेस्ट मैच में पूरी तरह से फिट जसप्रीत बुमराह को आराम देने के फैसले से मैं हैरान हूं। इससे पहले भारत ने न्यूजीलैंड के खिलाफ तीन मैच गंवाए और ऑस्ट्रेलिया के खिलाफ भी तीन मैच गंवाए। इंग्लैंड से भी पहला मैच हार गए। [1259,67,1536,133]
shooters-photos [215,1186,401,1273]
sc2r-r7c0: लिंसी स्मिथ रन आउट [1349,2088,1404,2096]
sc2l-r1c3: 0 [1322,2014,1327,2023]
gill-agency: एजेंसी [224,455,248,467]
djokovic-headline-2: गॉफ और ज्वेरेव पहले दौर में हुए बाहर [983,1177,1390,1211]
table-row [1347,2037,1532,2049]
table-row [786,1013,978,1035]
football-email: editor@peoplessamachar.co.in [29,1981,203,1995]
sc2r-r1c2: 3 [1490,2014,1495,2023]
tv-title: टीवी टाइम [238,131,287,146]
sc1-r2c4: 0 [969,975,975,987]
sc2l-h1: रन [1285,1991,1292,1999]
sc2r-r2c1: 13 [1471,2027,1481,2035]
brief-text-1: नई दिल्ली। आलोचनाओं का सामना कर रहे भारतीय फुटबॉल टीम के मुख्य कोच मनोलो मारक्वेज ने बुधवार को अखिल भारतीय फुटबॉल महासंघ (एआईएफएफ) के साथ आपसी सहमति पर पहुंचने के बाद अपने पद से इस्तीफा दे दिया। मारक्वेज पर एआईएफएफ पर हाल में राष्ट्रीय टीम के खराब प्रदर्शन के लिए जवाबदेही तय करने का दबाव था। [35,396,203,553]
sc2r-r6c4: 0 [1521,2075,1526,2084]
women-cricket-story: भारतीय महिला टीम ने इंग्लैंड के खिलाफ 5 मैचों की टी-20 सीरीज में 2-0 से बनाई बढ़त रोड्रिग्स, अमनजोत के अर्धशतकों से भारत 24 रन से जीता एजेंसी ● ब्रिस्टल editor@peoplessamachar.co.in जेमिमा रोड्रिग्स और अमनजोत कौर के शानदार अर्धशतकों से भारतीय महिला क्रिकेट टीम ने इंग्लैंड को दूसरे टी20 मुकाबले में मंगलवार को 24 रन से हराकर 5 मैचों की सीरीज में 2-0 की मजबूत बढ़त बना ली। भारत ने पहले बल्लेबाजी करते हुए चार विकेट पर 181 रन बनाए जवाब में इंग्लैंड की टीम सात विकेट पर 157 रन ही बना सकी। भारत की तरफ से जेमिमा और अमनजोत ने 63-63 रन बनाए। जेमिमा ने 41 गेंदों पर नौ चौके और एक छक्का अमनजोत कौर। लगाया, जबकि अमनजोत ने 40 गेंदों की पारी में नौ चौके लगाए। ऋचा घोष ने 20 गेंदों पर छह चौकों के सहारे नाबाद 32 रन ठोके। पहले मैच में शतक बनाने वाली स्मृति मंधाना 13, शेफाली वर्मा तीन और कप्तान हरमनप्रीत कौर एक रन ही बना सकीं। इंग्लैंड की तरफ से टैमी ब्यूमोंट ने सर्वाधिक 52 और एमी जोन्स ने 32 रन बनाए। सोफी एक्लेस्टोन ने 35 रनों का योगदान दिया, लेकिन इंग्लिश टीम लक्ष्य से दूर रह गई। भारत की तरफ से श्री चरणी ने 28 रन देकर दो विकेट झटके। इंग्लैंड की तीन खिलाड़ी रन आउट हुईं। विकेट गंवाने के बाद मुकाबले में नहीं लौट सकी। अमनजोत को उनके अर्धशतक और एक विकेट के लिए प्लेयर ऑफ द मैच का पुरस्कार मिला। स्कोरबोर्ड भारत महिला रन गेंद 4 6 स्मृति मंधाना का. बेल बो. आर्लाट 13 13 2 0 शेफाली वर्मा बो. फाइलर 3 6 0 0 जेमिमा रोड्रिग्स का. आर्लाट बो. बेल 63 41 9 1 हरमनप्रीत का. फाइलर बो. बेल 1 2 0 0 अमनजोत कौर नाबाद 63 40 9 0 ऋचा घोष नाबाद 32 20 6 0 अतिरिक्त- 6, कुल : 20 ओवर में 4 विकेट पर 181 रन, बल्लेबाजी नहीं की : दीप्ति शर्मा, राधा यादव, अरुंधति रेड्डी, स्नेह राणा, श्री चरणी, विकेट पतन- 1-7, 2-23, 3-25, 4-135, गेंदबाजी- लॉरेन फाइलर 4-0-42-1, लॉरेन बेल 4-0-17-2, एमिली आर्लाट 4-0-43-1, सोफी एक्लेस्टोन 4-0-30-0, लिंसी स्मिथ 3-0-37-0 इंग्लैंड महिला रन गेंद 4 6 सोफिया डंकले का. दीप्ति बो. श्री 1 5 0 0 डेनिएल व्याट का. राधा बो. श्री 0 3 0 0 नैट स्काइवर रन आउट 13 15 2 0 टैमी ब्यूमोंट का. राणा बो. 54 35 8 1 एमी जोन्स का. राणा बो. अमनजोत 32 27 4 0 सोफी एक्लेस्टोन नाबाद 35 16 6 1 एमिली आर्लाट नाबाद 12 11 1 0 लिंसी स्मिथ रन आउट 0 0 0 0 अतिरिक्त- 4, कुल : 20 ओवर में 7 विकेट पर 157 रन, बल्लेबाजी नहीं की : लॉरेन बेल, लॉरेन फाइलर, विकेट पतन- 1-2, 2-3, 3-4, 4-107, 5-112, 6-115, 7-157, गेंदबाजी- अरुंधति रेड्डी 4-0-32-1, श्री चरणी 4-0-28-2, अमनजोत कौर 3-0-28-1, राधा यादव 4-0-38-0, स्नेह राणा 2-0-17-0 [599,1869,1535,2346]
pahadiya-story: खेलों को बढ़ावा देने के लिए काम कर है निगम :पहाड़िया खेल संवाददाता ● इंदौर मो.नं. 8962564280 इंदौर नगर निगम महापौर पुष्यमित्र भार्गव के नेतृत्व में खेलों को बढ़ावा दे रहा है, हमने पिछले साल म्प्र ओलिंपिक संघ और खेल संगठनों के सहयोग से 25 खेलों का जूनियर खेल मेला किया और इस साल भी हम खेल महोत्सव करेंगे। इंदौर नगर निगम ने खेलों के विकास के लिए दो करोड़ रुपए का प्रावधान किया है। सरताज अकादमी की बैडमिंटन की निरंतर गतिविधियों की सक्रियता सराहनीय है। उक्त बात इंदौर नगर निगम महापौर परिषद सदस्य, खेल सरताज अकादमी का पुरस्कार वितरण व सम्मान समारोह संपन्न प्रभारी पार्षद नंदकिशोर पहाड़िया ने सरताज अकादमी द्वारा आयोजित 61वीं टाइगर लीग बैडमिंटन स्पर्धा के पुरस्कार वितरण समारोह में कही। टाइगर लीग बैडमिंटन स्पर्धा में अशोक मिश्रा ने एकल और युगल खिताब जीतकर दोहरा सफलता हासिल की। अतिथियों ने विजेता खिलाड़ी अशोक मिश्रा, नावया पुरोहित और अर्णव शाह, सारांश तिलोले एवं शिवांश सूर्य और शिवांश शर्मा, बालक एकल में तीसरे स्थान पर रहे अर्णव शाह को पदक प्रदान किए। मंदसौर में हुई म्प्र राज्य मिनी और सब जूनियर रैंकिंग बैडमिंटन स्पर्धा में 13 और 15 वर्ष बालकों में श्रेष्ठ प्रदर्शन करने पर सरताज अकादमी के मन बढ़ाया गया। कार्यक्रम में अतिथियों का स्वागत नंदों खिलाड़ी लक्ष देवासी, अदवित और नावया पुरोहित ने किया। [29,1468,965,1857]
football-place: चियांग माइ/थाईलैंड [80,1963,153,1975]
sc2r-r4c3: 4 [1508,2051,1513,2060]
table-row [786,1056,978,1078]
pahadiya-text-2: प्रभारी पार्षद नंदकिशोर पहाड़िया ने सरताज अकादमी द्वारा आयोजित 61वीं टाइगर लीग बैडमिंटन स्पर्धा के पुरस्कार [215,1775,404,1824]
boxing-text-2: फैसले पर 4-1 से मात दी। इससे पहले अनामिका (51 किलो) तुर्की की एडसेन तमसकीन को हराकर क्वार्टर फाइनल में पहुंच गई। पुरुष वर्ग में जादुमणि सिंह को फिलीपींस के जे ब्रायन ने करीबी मुकाबले में हरा दिया। [785,1325,965,1410]
table-row [1161,2061,1346,2074]
